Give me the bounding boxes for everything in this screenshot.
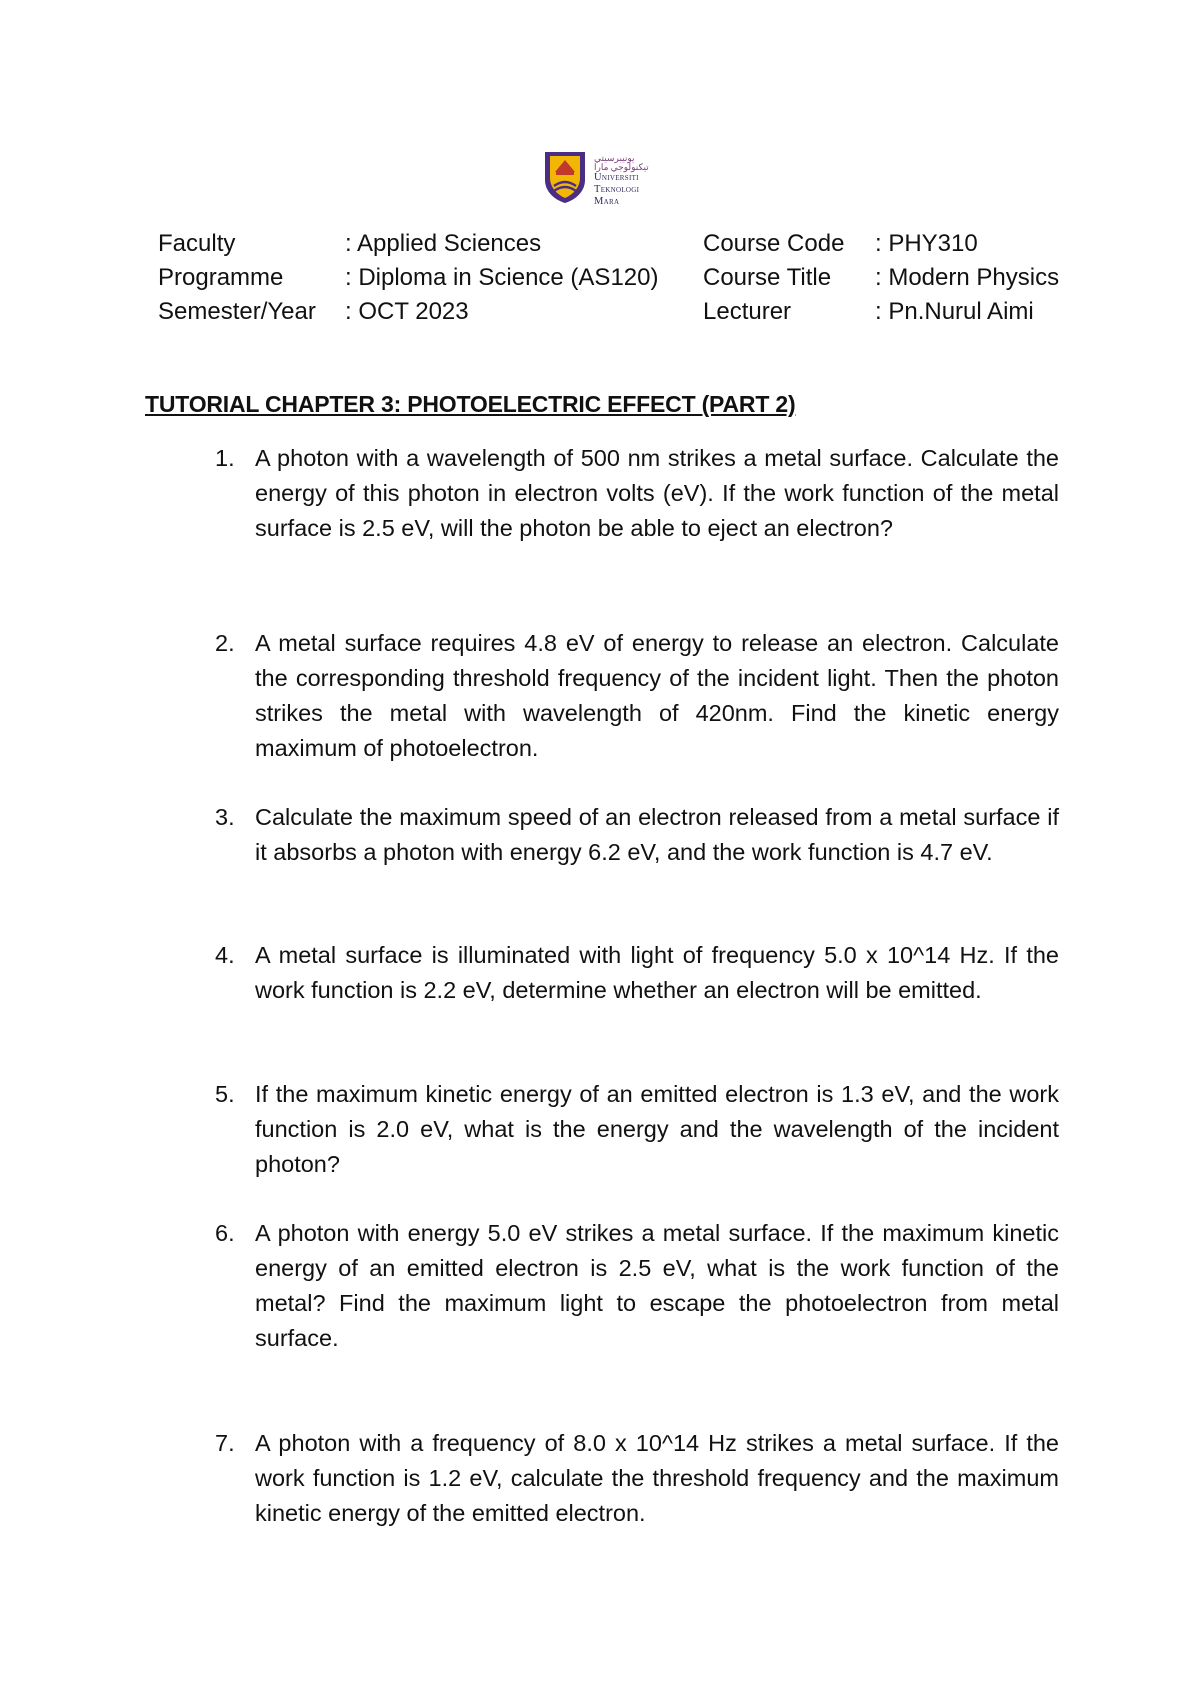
question-text: A metal surface requires 4.8 eV of energy to release an electron. Calculate the corresponding threshold frequency of the incident light. Then the photon strikes the metal with wavelength of 420nm. Find the kinetic energy maximum of photoelectron. xyxy=(255,630,1059,761)
logo-line-2: Teknologi xyxy=(594,184,640,195)
info-label-2: Lecturer xyxy=(703,298,792,325)
info-value: : OCT 2023 xyxy=(345,298,469,325)
question-number: 1. xyxy=(215,445,235,471)
question-number: 7. xyxy=(215,1430,235,1456)
question-text: Calculate the maximum speed of an electron released from a metal surface if it absorbs a photon with energy 6.2 eV, and the work function is 4.7 eV. xyxy=(255,804,1059,865)
question-number: 4. xyxy=(215,942,235,968)
info-label: Programme xyxy=(158,264,284,291)
question-item xyxy=(215,938,1059,1008)
info-label-2: Course Title xyxy=(703,264,832,291)
question-item xyxy=(215,626,1059,766)
logo-wordmark xyxy=(594,154,670,208)
question-text: A photon with energy 5.0 eV strikes a metal surface. If the maximum kinetic energy of an emitted electron is 2.5 eV, what is the work function of the metal? Find the maximum light to escape the photoelectron from metal surface. xyxy=(255,1220,1059,1351)
question-item xyxy=(215,800,1059,870)
info-value-2: : Pn.Nurul Aimi xyxy=(875,298,1034,325)
question-item xyxy=(215,1216,1059,1356)
question-text: If the maximum kinetic energy of an emitted electron is 1.3 eV, and the work function is 2.0 eV, what is the energy and the wavelength of the incident photon? xyxy=(255,1081,1059,1177)
info-label-2: Course Code xyxy=(703,230,845,257)
question-text: A photon with a wavelength of 500 nm strikes a metal surface. Calculate the energy of this photon in electron volts (eV). If the work function of the metal surface is 2.5 eV, will the photon be able to eject an electron? xyxy=(255,445,1059,541)
info-label: Faculty xyxy=(158,230,236,257)
tutorial-title: TUTORIAL CHAPTER 3: PHOTOELECTRIC EFFECT (PART 2) xyxy=(145,391,796,417)
question-item xyxy=(215,1077,1059,1182)
logo-line-1: Universiti xyxy=(594,172,639,183)
university-logo xyxy=(542,150,670,206)
question-number: 6. xyxy=(215,1220,235,1246)
question-text: A metal surface is illuminated with light of frequency 5.0 x 10^14 Hz. If the work function is 2.2 eV, determine whether an electron will be emitted. xyxy=(255,942,1059,1003)
question-item xyxy=(215,441,1059,546)
question-item xyxy=(215,1426,1059,1531)
info-value: : Applied Sciences xyxy=(345,230,542,257)
info-value-2: : PHY310 xyxy=(875,230,978,257)
question-number: 5. xyxy=(215,1081,235,1107)
question-text: A photon with a frequency of 8.0 x 10^14 Hz strikes a metal surface. If the work function is 1.2 eV, calculate the threshold frequency and the maximum kinetic energy of the emitted electron. xyxy=(255,1430,1059,1526)
logo-line-3: Mara xyxy=(594,196,620,207)
uitm-crest-icon xyxy=(542,150,588,204)
info-label: Semester/Year xyxy=(158,298,316,325)
logo-script: ﯾﻮﻧﯿﺒﺮﺳﯿﺘﻲ ﺗﯿﻜﻨﻮﻟﻮﺟﻲ ﻣﺎرا xyxy=(594,153,649,172)
info-value-2: : Modern Physics xyxy=(875,264,1060,291)
question-number: 3. xyxy=(215,804,235,830)
info-value: : Diploma in Science (AS120) xyxy=(345,264,659,291)
question-number: 2. xyxy=(215,630,235,656)
